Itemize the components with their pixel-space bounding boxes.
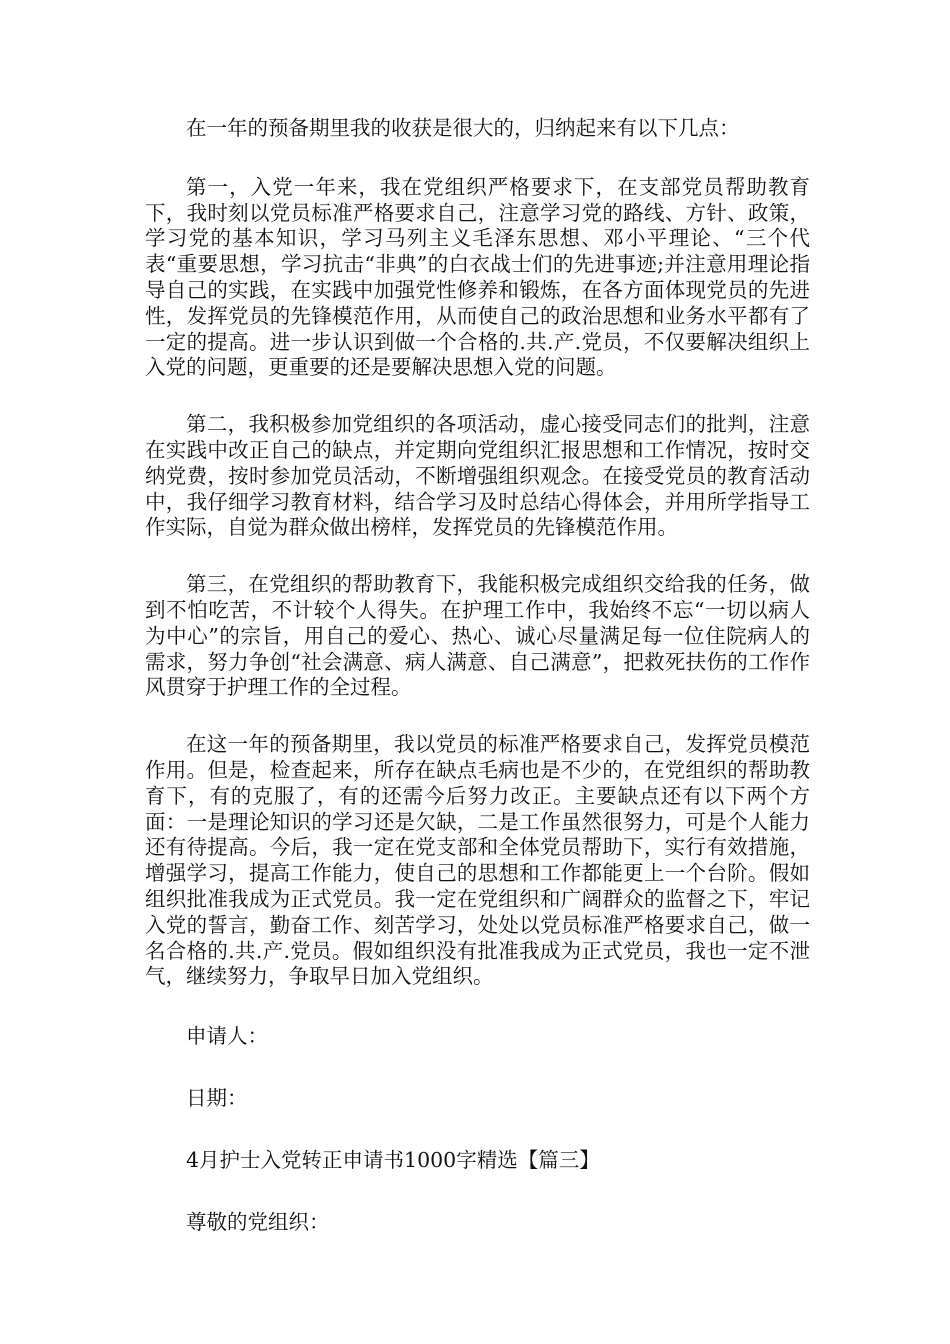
paragraph-summary: 在这一年的预备期里，我以党员的标准严格要求自己，发挥党员模范作用。但是，检查起来，所存在缺点毛病也是不少的，在党组织的帮助教育下，有的克服了，有的还需今后努力改正。主要缺点还有以下两个方面：一是理论知识的学习还是欠缺，二是工作虽然很努力，可是个人能力还有待提高。今后，我一定在党支部和全体党员帮助下，实行有效措施，增强学习，提高工作能力，使自己的思想和工作都能更上一个台阶。假如组织批准我成为正式党员。我一定在党组织和广阔群众的监督之下，牢记入党的誓言，勤奋工作、刻苦学习，处处以党员标准严格要求自己，做一名合格的.共.产.党员。假如组织没有批准我成为正式党员，我也一定不泄气，继续努力，争取早日加入党组织。 xyxy=(145,732,810,989)
paragraph-third-point: 第三，在党组织的帮助教育下，我能积极完成组织交给我的任务，做到不怕吃苦，不计较个人得失。在护理工作中，我始终不忘“一切以病人为中心”的宗旨，用自己的爱心、热心、诚心尽量满足每一位住院病人的需求，努力争创“社会满意、病人满意、自己满意”，把救死扶伤的工作作风贯穿于护理工作的全过程。 xyxy=(145,572,810,700)
next-section-title: 4月护士入党转正申请书1000字精选【篇三】 xyxy=(186,1147,600,1172)
paragraph-second-point: 第二，我积极参加党组织的各项活动，虚心接受同志们的批判，注意在实践中改正自己的缺点，并定期向党组织汇报思想和工作情况，按时交纳党费，按时参加党员活动，不断增强组织观念。在接受党员的教育活动中，我仔细学习教育材料，结合学习及时总结心得体会，并用所学指导工作实际，自觉为群众做出榜样，发挥党员的先锋模范作用。 xyxy=(145,412,810,540)
applicant-label: 申请人： xyxy=(186,1024,268,1049)
intro-paragraph: 在一年的预备期里我的收获是很大的，归纳起来有以下几点： xyxy=(186,116,740,140)
paragraph-first-point: 第一，入党一年来，我在党组织严格要求下，在支部党员帮助教育下，我时刻以党员标准严格要求自己，注意学习党的路线、方针、政策，学习党的基本知识，学习马列主义毛泽东思想、邓小平理论、“三个代表“重要思想，学习抗击“非典”的白衣战士们的先进事迹;并注意用理论指导自己的实践，在实践中加强党性修养和锻炼，在各方面体现党员的先进性，发挥党员的先锋模范作用，从而使自己的政治思想和业务水平都有了一定的提高。进一步认识到做一个合格的.共.产.党员，不仅要解决组织上入党的问题，更重要的还是要解决思想入党的问题。 xyxy=(145,174,810,380)
document-page xyxy=(145,116,810,1271)
date-label: 日期： xyxy=(186,1085,248,1110)
salutation: 尊敬的党组织： xyxy=(186,1209,330,1234)
